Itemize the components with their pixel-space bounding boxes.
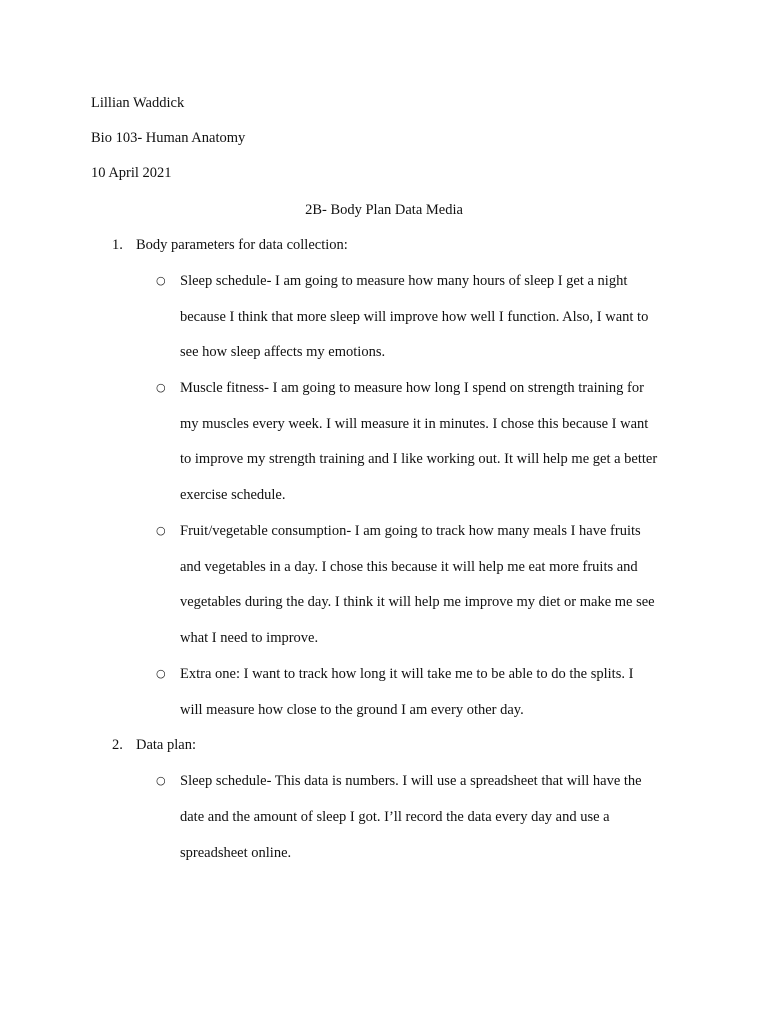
list-item-line: Sleep schedule- I am going to measure how many hours of sleep I get a night — [180, 273, 628, 289]
list-item-line: my muscles every week. I will measure it in minutes. I chose this because I want — [180, 416, 649, 432]
list-item-line: Muscle fitness- I am going to measure how long I spend on strength training for — [180, 380, 644, 396]
bullet-icon: ○ — [156, 274, 166, 287]
document-title: 2B- Body Plan Data Media — [305, 202, 463, 218]
list-item-line: spreadsheet online. — [180, 845, 292, 861]
list-item-line: will measure how close to the ground I am every other day. — [180, 702, 524, 718]
list-item-line: vegetables during the day. I think it will help me improve my diet or make me see — [180, 594, 655, 610]
bullet-icon: ○ — [156, 381, 166, 394]
bullet-icon: ○ — [156, 667, 166, 680]
section-number: 2. — [112, 737, 123, 753]
list-item-line: Fruit/vegetable consumption- I am going to track how many meals I have fruits — [180, 523, 641, 539]
list-item-line: Extra one: I want to track how long it will take me to be able to do the splits. I — [180, 666, 634, 682]
section-heading: Data plan: — [136, 737, 196, 753]
list-item-line: exercise schedule. — [180, 487, 286, 503]
bullet-icon: ○ — [156, 774, 166, 787]
bullet-icon: ○ — [156, 524, 166, 537]
course-name: Bio 103- Human Anatomy — [91, 130, 246, 146]
section-heading: Body parameters for data collection: — [136, 237, 348, 253]
list-item-line: what I need to improve. — [180, 630, 319, 646]
list-item-line: to improve my strength training and I like working out. It will help me get a better — [180, 451, 658, 467]
list-item-line: date and the amount of sleep I got. I’ll record the data every day and use a — [180, 809, 610, 825]
list-item-line: Sleep schedule- This data is numbers. I will use a spreadsheet that will have the — [180, 773, 642, 789]
document-date: 10 April 2021 — [91, 165, 172, 181]
list-item-line: and vegetables in a day. I chose this because it will help me eat more fruits and — [180, 559, 638, 575]
section-number: 1. — [112, 237, 123, 253]
list-item-line: see how sleep affects my emotions. — [180, 344, 386, 360]
author-name: Lillian Waddick — [91, 95, 185, 111]
list-item-line: because I think that more sleep will improve how well I function. Also, I want to — [180, 309, 649, 325]
